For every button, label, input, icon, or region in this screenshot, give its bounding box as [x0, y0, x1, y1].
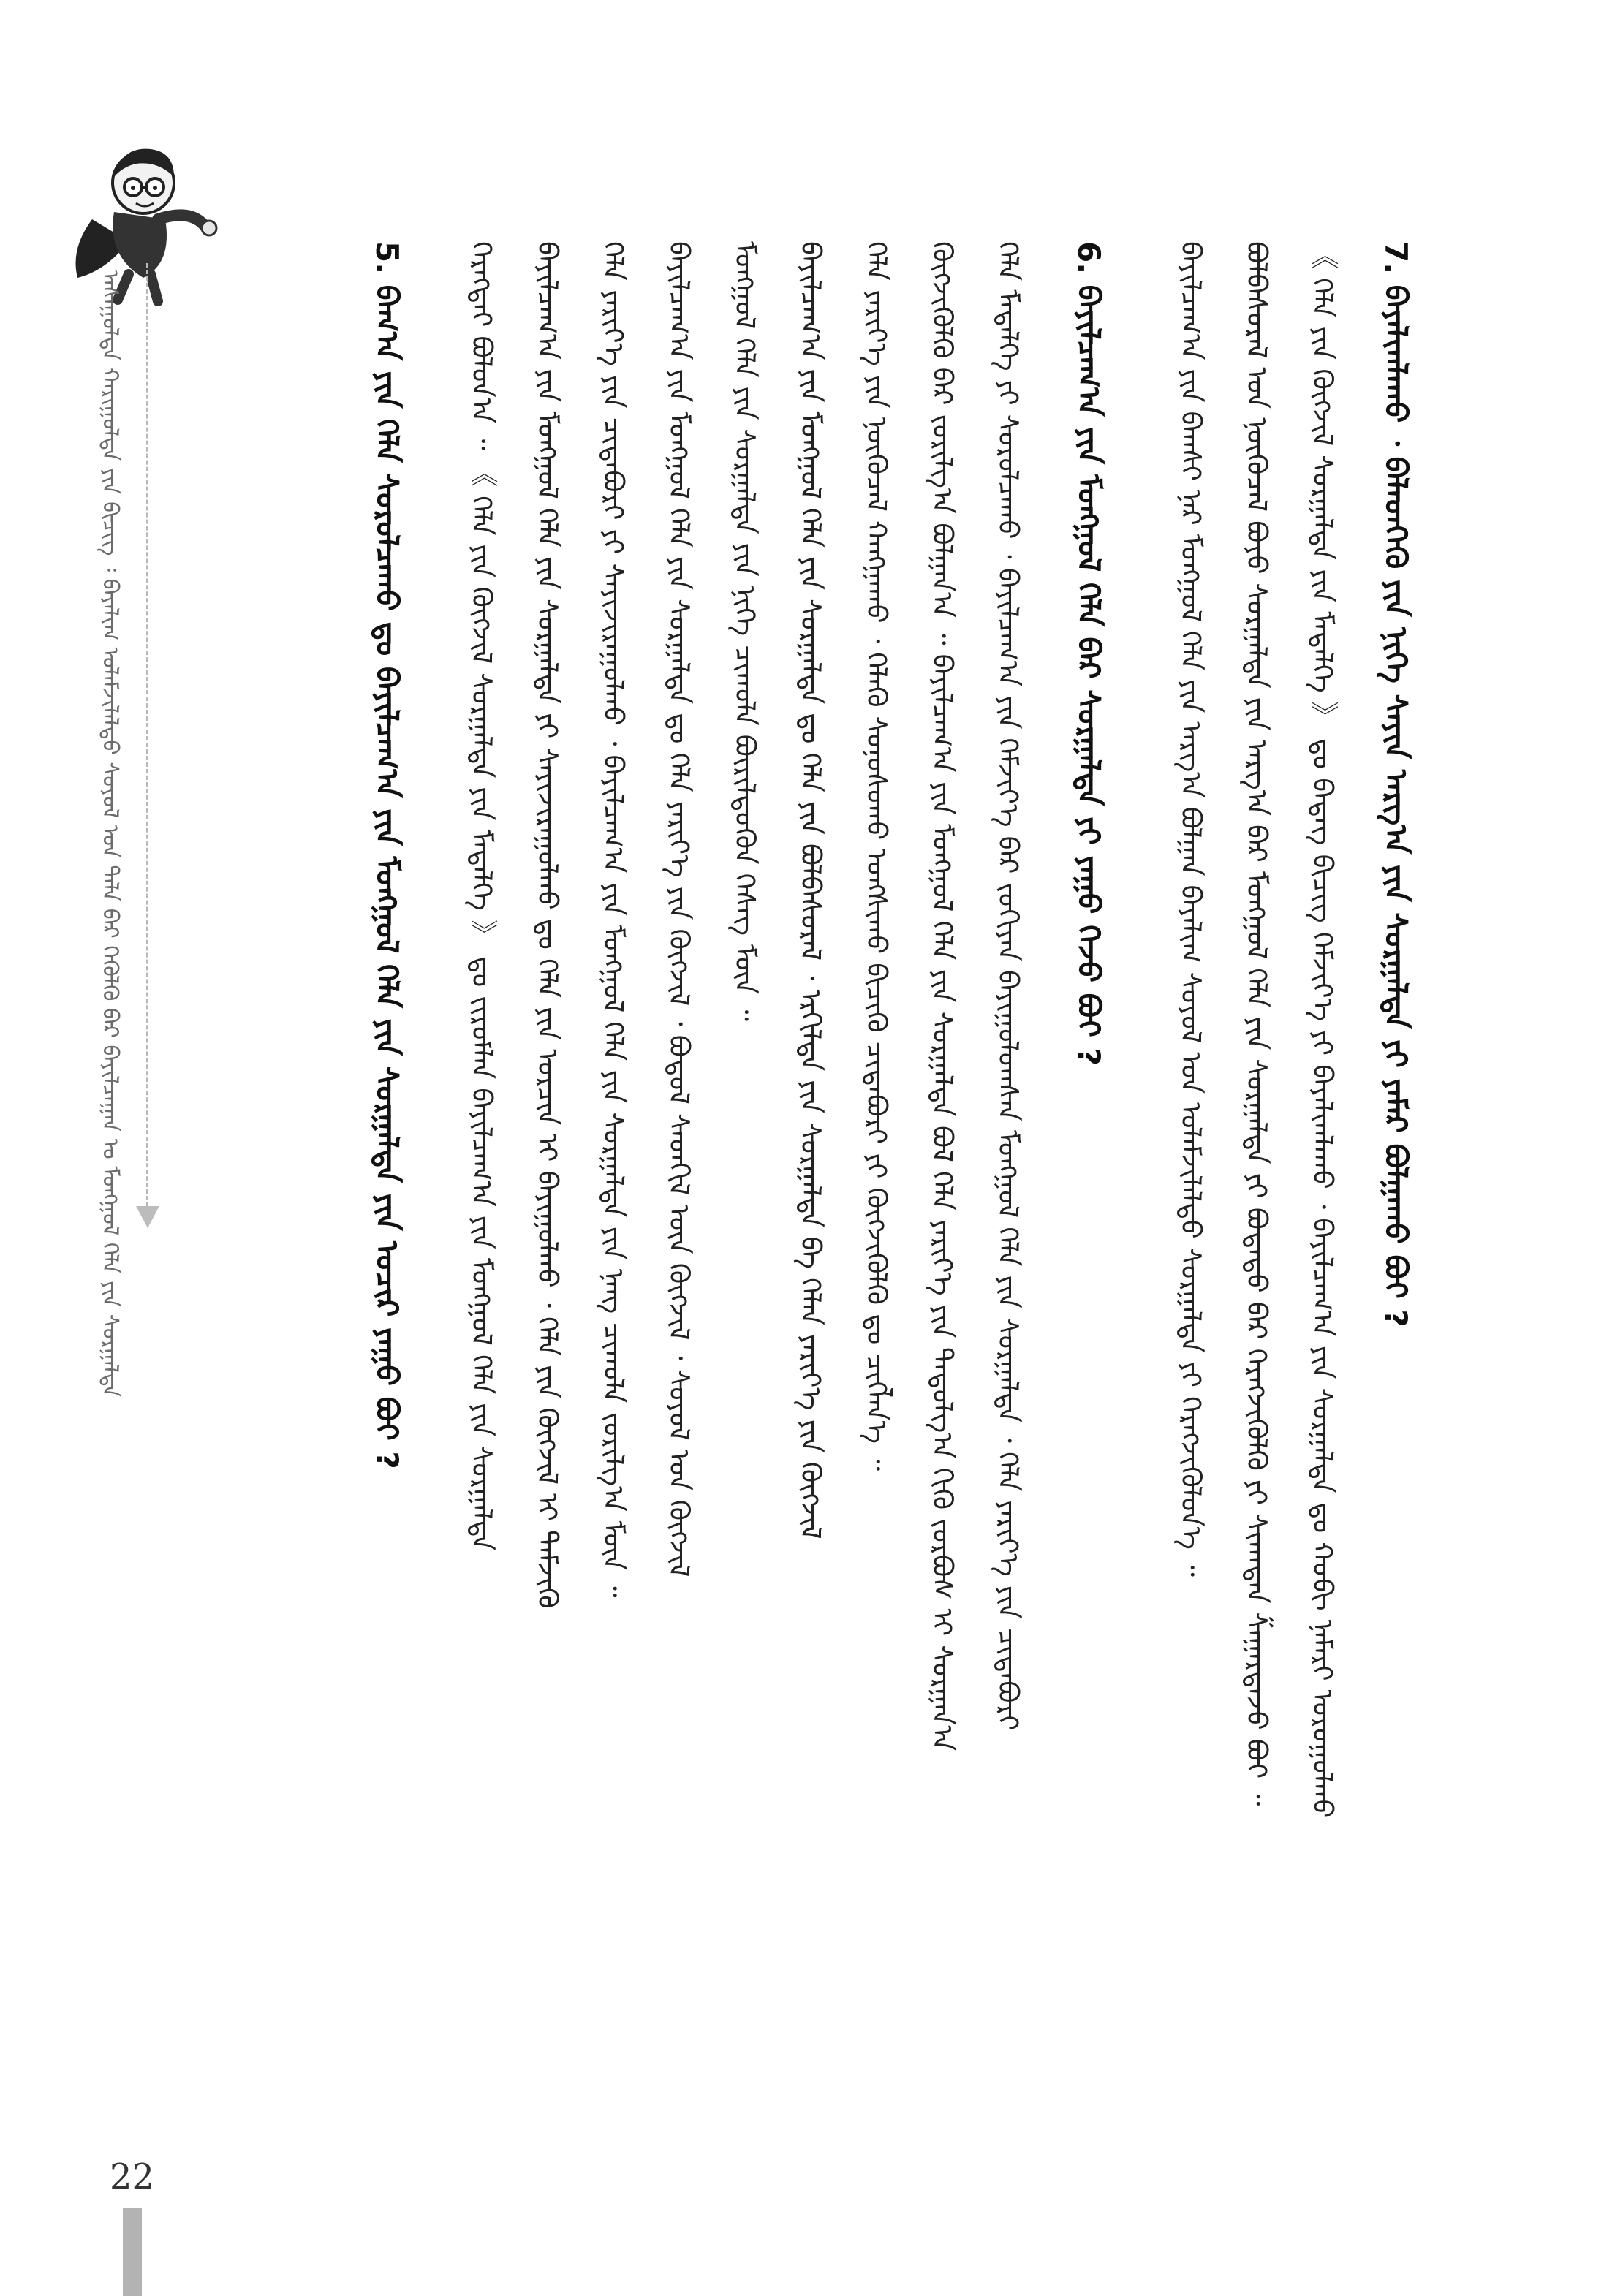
corner-tab-bar — [123, 2208, 142, 2296]
cartoon-boy-with-glasses-icon — [63, 132, 224, 307]
page-number: 22 — [110, 2156, 155, 2197]
running-header: ᠠᠰᠠᠭᠤᠯᠲᠠ ᠬᠠᠷᠢᠭᠤᠯᠲᠠ ᠶᠢᠨ ᠪᠢᠴᠢᠭ᠌ ᠄ ᠪᠠᠶᠠᠯᠢᠭ ᠤᠯᠠᠮᠵᠢᠯᠠᠯᠲᠤ ᠰᠣᠶᠣᠯ ᠤᠨ ᠲᠠᠯᠠ ᠪᠠᠷ ᠬᠡᠭᠦᠯᠬᠦ ᠪᠠᠷ ᠪᠠᠶᠢᠯᠴᠠᠭᠠᠨ ᠤ ᠮᠣᠩᠭᠣᠯ ᠬᠡᠯᠡ ᠶᠢᠨ ᠰᠤᠷᠭᠠᠯᠲᠠ — [97, 270, 123, 1398]
answer-line: ᠬᠡᠯᠡ ᠮᠡᠳᠡᠯᠭᠡ ᠶᠢ ᠰᠤᠷᠤᠯᠴᠠᠬᠤ ᠂ ᠪᠠᠶᠢᠯᠴᠠᠭ᠎ᠠ ᠶᠢᠨ ᠬᠡᠮᠵᠢᠶ᠎ᠡ ᠪᠠᠷ ᠵᠣᠬᠢᠶᠠᠨ ᠪᠠᠶᠢᠭᠤᠯᠤᠭᠰᠠᠨ ᠮᠣᠩᠭᠣᠯ ᠬᠡᠯᠡ ᠶᠢᠨ ᠰᠤᠷᠭᠠᠯᠲᠠ ᠂ ᠬᠡᠯᠡ ᠶᠡᠷᠢᠶ᠎ᠡ ᠶᠢᠨ ᠴᠢᠳᠠᠪᠤᠷᠢ — [992, 241, 1024, 1731]
answer-line: ᠬᠡᠷᠡᠭᠲᠡᠢ ᠪᠣᠯᠤᠨ᠎ᠠ ᠃ 《 ᠬᠡᠯᠡ ᠶᠢᠨ ᠬᠥᠭᠵᠢᠯ ᠰᠤᠷᠭᠠᠯᠲᠠ ᠶᠢᠨ ᠮᠡᠳᠡᠯᠭᠡ 》 ᠳᠤ ᠵᠢᠷᠤᠮᠯᠠᠨ ᠪᠠᠶᠢᠯᠴᠠᠭ᠎ᠠ ᠶᠢᠨ ᠮᠣᠩᠭᠣᠯ ᠬᠡᠯᠡ ᠶᠢᠨ ᠰᠤᠷᠭᠠᠯᠲᠠ — [466, 241, 498, 1551]
question-6: 6. ᠪᠠᠶᠢᠯᠴᠠᠭ᠎ᠠ ᠶᠢᠨ ᠮᠣᠩᠭᠣᠯ ᠬᠡᠯᠡ ᠪᠡᠷ ᠰᠤᠷᠭᠠᠯᠲᠠ ᠶᠢ ᠶᠠᠭᠤ ᠭᠡᠵᠦ ᠪᠤᠢ ? — [1071, 241, 1107, 1066]
answer-line: ᠪᠠᠶᠢᠯᠴᠠᠭ᠎ᠠ ᠶᠢᠨ ᠮᠣᠩᠭᠣᠯ ᠬᠡᠯᠡ ᠶᠢᠨ ᠰᠤᠷᠭᠠᠯᠲᠠ ᠳᠤ ᠬᠡᠯᠡ ᠶᠡᠷᠢᠶ᠎ᠡ ᠶᠢᠨ ᠬᠥᠭᠵᠢᠯ ᠂ ᠪᠣᠳᠣᠯ ᠰᠡᠳᠬᠢᠯ ᠦᠨ ᠬᠥᠭᠵᠢᠯ ᠂ ᠰᠣᠶᠣᠯ ᠤᠨ ᠬᠥᠭᠵᠢᠯ — [663, 241, 695, 1577]
answer-line: ᠪᠠᠶᠢᠯᠴᠠᠭ᠎ᠠ ᠶᠢᠨ ᠪᠠᠭᠰᠢ ᠨᠠᠷ ᠮᠣᠩᠭᠣᠯ ᠬᠡᠯᠡ ᠶᠢᠨ ᠠᠷᠭ᠎ᠠ ᠪᠣᠯᠭᠠᠨ ᠪᠠᠶᠠᠯᠢᠭ ᠰᠣᠶᠣᠯ ᠤᠨ ᠤᠯᠠᠮᠵᠢᠯᠠᠯᠲᠤ ᠰᠤᠷᠭᠠᠯᠲᠠ ᠶᠢ ᠬᠡᠷᠡᠭᠵᠢᠭᠦᠯᠦᠨ᠎ᠡ ᠃ — [1175, 241, 1207, 1577]
header-divider — [146, 263, 148, 1213]
answer-line: ᠬᠡᠯᠡ ᠶᠡᠷᠢᠶ᠎ᠡ ᠶᠢᠨ ᠨᠥᠬᠦᠴᠡᠯ ᠬᠠᠩᠭᠠᠬᠤ ᠂ ᠬᠡᠯᠡᠬᠦ ᠰᠣᠨᠤᠰᠤᠬᠤ ᠤᠩᠰᠢᠬᠤ ᠪᠢᠴᠢᠬᠦ ᠴᠢᠳᠠᠪᠤᠷᠢ ᠶᠢ ᠬᠥᠭᠵᠢᠭᠦᠯᠬᠦ ᠳᠤ ᠴᠢᠭᠯᠡᠨ᠎ᠡ ᠃ — [860, 241, 893, 1471]
answer-line: 《 ᠬᠡᠯᠡ ᠶᠢᠨ ᠬᠥᠭᠵᠢᠯ ᠰᠤᠷᠭᠠᠯᠲᠠ ᠶᠢᠨ ᠮᠡᠳᠡᠯᠭᠡ 》 ᠳᠤ ᠪᠡᠳᠡᠭ ᠪᠢᠴᠢᠭ᠌ ᠬᠡᠮᠵᠢᠶ᠎ᠡ ᠶᠢ ᠪᠠᠶᠠᠯᠢᠭᠯᠠᠬᠤ ᠂ ᠪᠠᠶᠢᠯᠴᠠᠭ᠎ᠠ ᠶᠢᠨ ᠰᠤᠷᠭᠠᠯᠲᠠ ᠳᠤ ᠬᠤᠪᠢ ᠨᠡᠮᠡᠷᠢ ᠣᠷᠤᠭᠤᠯᠬᠤ — [1306, 241, 1339, 1819]
question-7: 7. ᠪᠠᠶᠠᠯᠢᠭᠯᠠᠬᠤ ᠂ ᠪᠡᠯᠡᠳᠬᠡᠬᠦ ᠶᠢᠨ ᠨᠢᠭᠡ ᠰᠠᠶᠢᠨ ᠠᠷᠭ᠎ᠠ ᠶᠢᠨ ᠰᠤᠷᠭᠠᠯᠲᠠ ᠶᠢ ᠶᠠᠮᠠᠷ ᠪᠣᠯᠭᠠᠬᠤ ᠪᠤᠢ ? — [1378, 241, 1414, 1327]
answer-line: ᠬᠡᠯᠡ ᠶᠡᠷᠢᠶ᠎ᠡ ᠶᠢᠨ ᠴᠢᠳᠠᠪᠤᠷᠢ ᠶᠢ ᠰᠠᠶᠢᠵᠢᠷᠠᠭᠤᠯᠬᠤ ᠂ ᠪᠠᠶᠢᠯᠴᠠᠭ᠎ᠠ ᠶᠢᠨ ᠮᠣᠩᠭᠣᠯ ᠬᠡᠯᠡ ᠶᠢᠨ ᠰᠤᠷᠭᠠᠯᠲᠠ ᠶᠢᠨ ᠨᠡᠩ ᠴᠢᠬᠤᠯᠠ ᠵᠣᠷᠢᠯᠭ᠎ᠠ ᠮᠥᠨ ᠃ — [597, 241, 629, 1598]
answer-line: ᠮᠣᠩᠭᠣᠯ ᠬᠡᠯᠡ ᠶᠢᠨ ᠰᠤᠷᠭᠠᠯᠲᠠ ᠶᠢᠨ ᠨᠢᠭᠡ ᠴᠢᠬᠤᠯᠠ ᠪᠦᠷᠢᠯᠳᠦᠬᠦᠨ ᠬᠡᠰᠡᠭ ᠮᠥᠨ ᠃ — [729, 241, 761, 1022]
answer-line: ᠪᠣᠯᠪᠠᠰᠤᠷᠠᠯ ᠤᠨ ᠨᠥᠬᠦᠴᠡᠯ ᠪᠤᠶᠤ ᠰᠤᠷᠭᠠᠯᠲᠠ ᠶᠢᠨ ᠠᠷᠭ᠎ᠠ ᠪᠠᠷ ᠮᠣᠩᠭᠣᠯ ᠬᠡᠯᠡ ᠶᠢᠨ ᠰᠤᠷᠭᠠᠯᠲᠠ ᠶᠢ ᠪᠣᠳᠠᠲᠤ ᠪᠡᠷ ᠬᠡᠷᠡᠭᠵᠢᠭᠦᠯᠬᠦ ᠶᠢ ᠰᠢᠬᠠᠳᠠᠨ ᠱᠠᠭᠠᠷᠳᠠᠵᠤ ᠪᠣᠢ ᠃ — [1241, 241, 1273, 1806]
question-5: 5. ᠪᠠᠭ᠎ᠠ ᠶᠢᠨ ᠬᠡᠯᠡ ᠰᠤᠷᠤᠯᠴᠠᠬᠤ ᠳᠤ ᠪᠠᠶᠢᠯᠴᠠᠭ᠎ᠠ ᠶᠢᠨ ᠮᠣᠩᠭᠣᠯ ᠬᠡᠯᠡ ᠶᠢᠨ ᠰᠤᠷᠭᠠᠯᠲᠠ ᠶᠢᠨ ᠤᠴᠢᠷ ᠶᠠᠭᠤ ᠪᠤᠢ ? — [369, 241, 405, 1469]
triangle-arrow-icon — [136, 1206, 159, 1228]
answer-line: ᠬᠥᠭᠵᠢᠭᠦᠯᠬᠦ ᠪᠡᠷ ᠵᠣᠷᠢᠯᠭ᠎ᠠ ᠪᠣᠯᠭᠠᠨ᠎ᠠ ᠃ ᠪᠠᠶᠢᠯᠴᠠᠭ᠎ᠠ ᠶᠢᠨ ᠮᠣᠩᠭᠣᠯ ᠬᠡᠯᠡ ᠶᠢᠨ ᠰᠤᠷᠭᠠᠯᠲᠠ ᠪᠣᠯ ᠬᠡᠯᠡ ᠶᠡᠷᠢᠶ᠎ᠡ ᠶᠢᠨ ᠳᠠᠳᠤᠯᠭ᠎ᠠ ᠬᠢᠬᠦ ᠵᠤᠷᠪᠤᠰ ᠢ ᠰᠤᠷᠭᠠᠨ᠎ᠠ — [926, 241, 958, 1751]
answer-line: ᠪᠠᠶᠢᠯᠴᠠᠭ᠎ᠠ ᠶᠢᠨ ᠮᠣᠩᠭᠣᠯ ᠬᠡᠯᠡ ᠶᠢᠨ ᠰᠤᠷᠭᠠᠯᠲᠠ ᠶᠢ ᠰᠠᠶᠢᠵᠢᠷᠠᠭᠤᠯᠬᠤ ᠳᠤ ᠬᠡᠯᠡ ᠶᠢᠨ ᠣᠷᠴᠢᠨ ᠢ ᠪᠠᠶᠢᠭᠤᠯᠬᠤ ᠂ ᠬᠡᠯᠡ ᠶᠢᠨ ᠬᠥᠭᠵᠢᠯ ᠢ ᠳᠡᠮᠵᠢᠬᠦ — [531, 241, 564, 1609]
answer-line: ᠪᠠᠶᠢᠯᠴᠠᠭ᠎ᠠ ᠶᠢᠨ ᠮᠣᠩᠭᠣᠯ ᠬᠡᠯᠡ ᠶᠢᠨ ᠰᠤᠷᠭᠠᠯᠲᠠ ᠳᠤ ᠬᠡᠯᠡ ᠶᠢᠨ ᠪᠣᠯᠪᠠᠰᠤᠷᠠᠯ ᠂ ᠡᠷᠭᠢᠯᠲᠡ ᠶᠢᠨ ᠰᠤᠷᠭᠠᠯᠲᠠ ᠪᠠ ᠬᠡᠯᠡᠨ ᠶᠡᠷᠢᠶ᠎ᠡ ᠶᠢᠨ ᠬᠥᠭᠵᠢᠯ — [795, 241, 827, 1539]
